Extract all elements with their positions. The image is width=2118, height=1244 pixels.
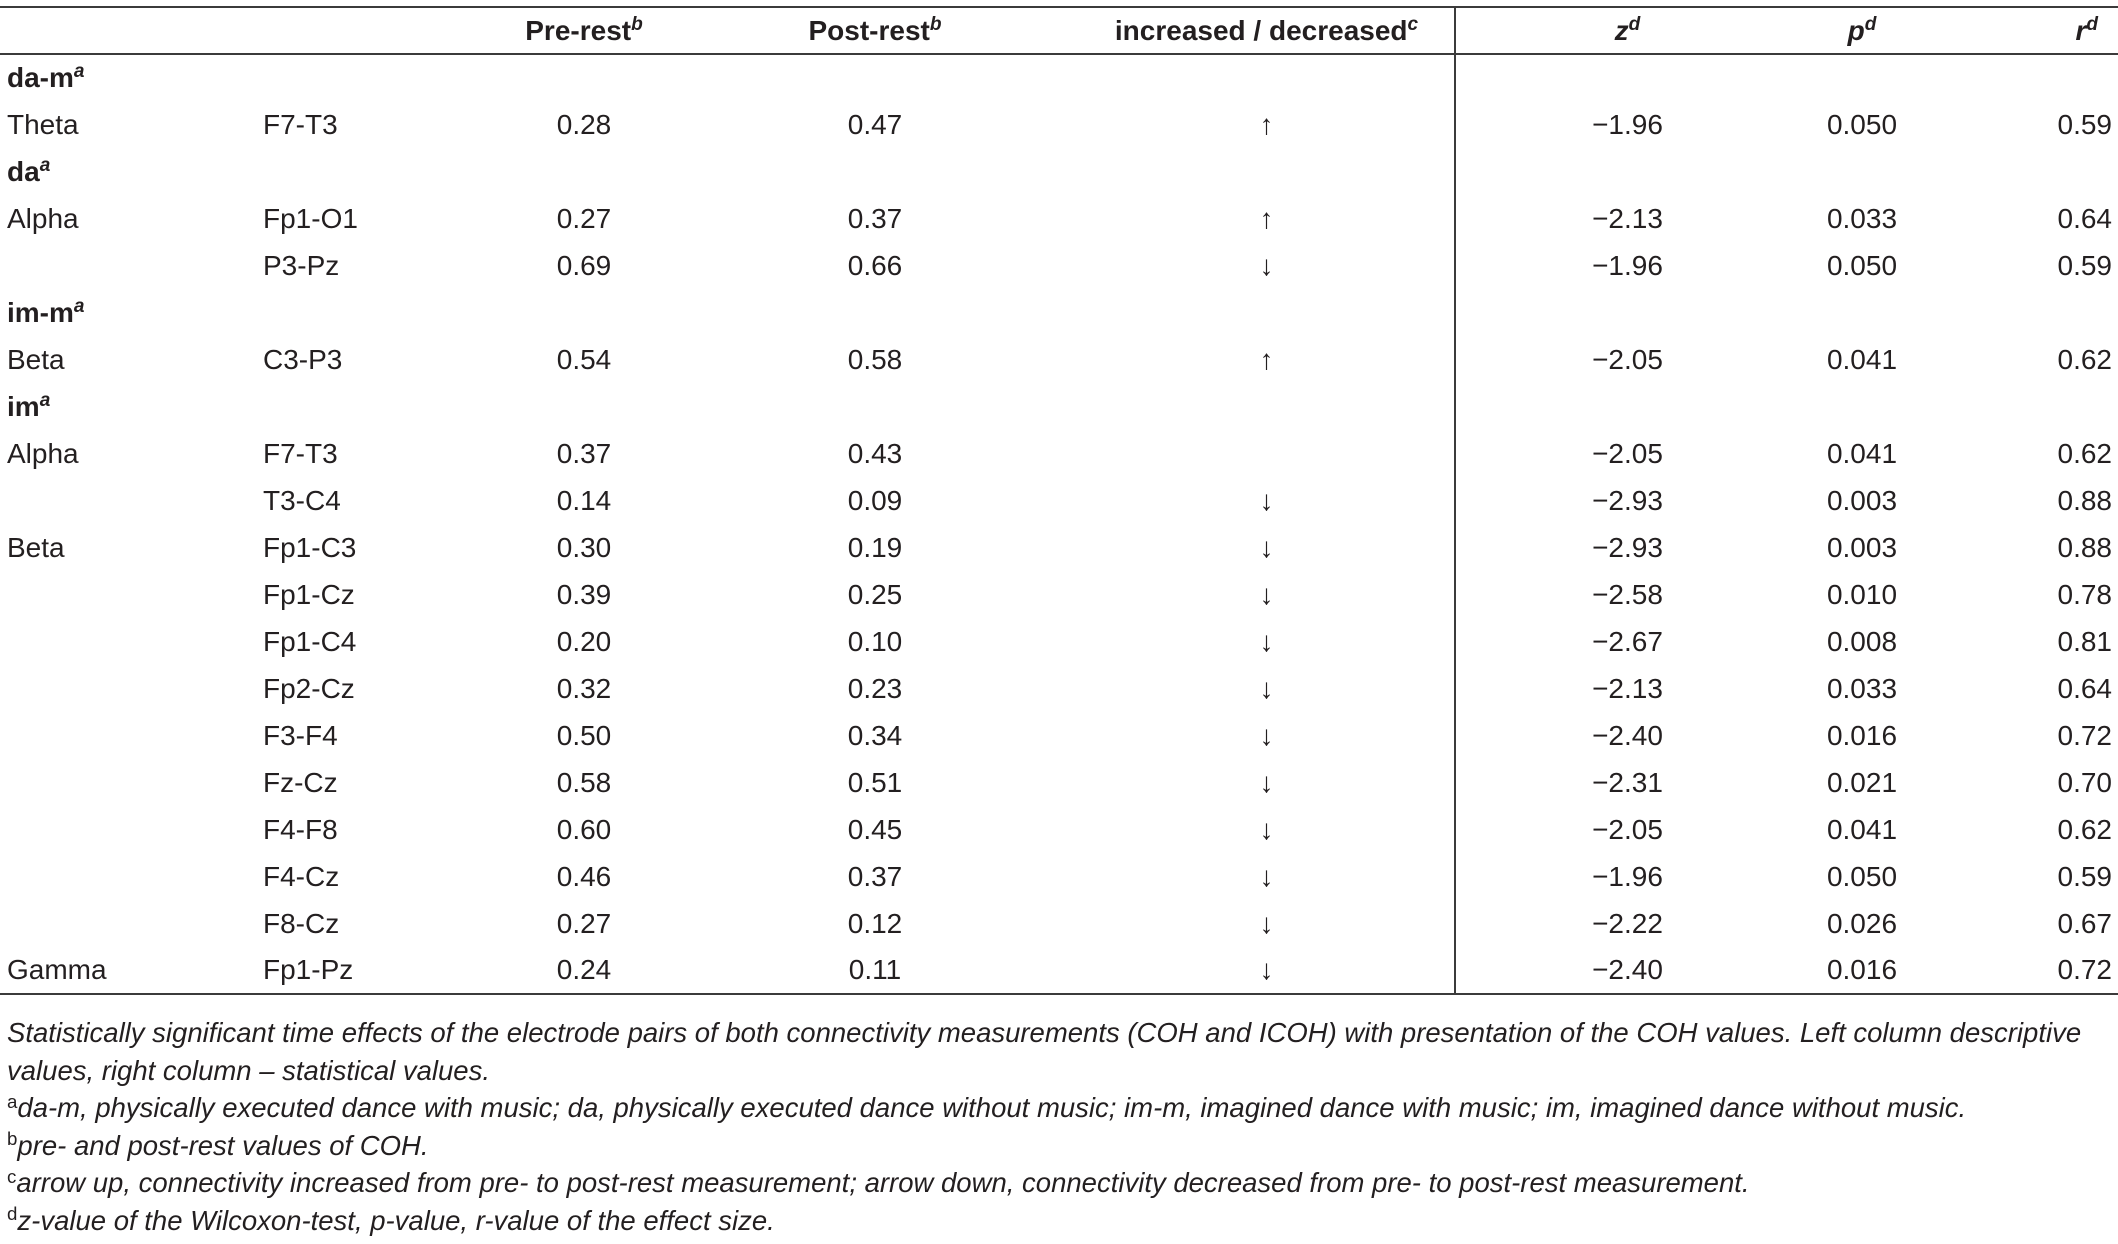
z-value: −2.31 <box>1455 759 1799 806</box>
change-direction-arrow: ↓ <box>1259 813 1274 845</box>
results-table <box>0 6 2118 995</box>
post-rest-value: 0.09 <box>847 484 903 516</box>
group-row <box>0 148 2118 195</box>
z-value: −2.67 <box>1455 618 1799 665</box>
electrode-pair: Fz-Cz <box>263 766 338 798</box>
frequency-band <box>0 665 263 712</box>
table-row <box>0 195 2118 242</box>
table-row <box>0 101 2118 148</box>
condition-name: da-m <box>7 62 74 93</box>
change-direction-arrow: ↑ <box>1259 108 1274 140</box>
electrode-pair: F3-F4 <box>263 719 338 751</box>
header-band <box>0 7 263 54</box>
z-value: −1.96 <box>1455 853 1799 900</box>
header-change-label: increased / decreased <box>1114 14 1408 46</box>
pre-rest-value: 0.58 <box>556 766 612 798</box>
r-value: 0.62 <box>2057 813 2112 845</box>
z-value: −2.40 <box>1455 947 1799 994</box>
r-value: 0.78 <box>2057 578 2112 610</box>
p-value: 0.003 <box>1826 531 1898 563</box>
electrode-pair: Fp2-Cz <box>263 672 355 704</box>
header-r-label: r <box>2075 14 2087 46</box>
empty-cell <box>1455 54 1799 101</box>
z-value: −2.05 <box>1455 430 1799 477</box>
table-row <box>0 618 2118 665</box>
group-row <box>0 54 2118 101</box>
electrode-pair: Fp1-O1 <box>263 202 358 234</box>
condition-name: im-m <box>7 296 74 328</box>
empty-cell <box>1799 148 1925 195</box>
change-direction-arrow: ↑ <box>1259 343 1274 375</box>
change-direction-arrow: ↓ <box>1259 719 1274 751</box>
z-value: −2.05 <box>1455 336 1799 383</box>
frequency-band <box>0 759 263 806</box>
frequency-band <box>0 618 263 665</box>
footnote-mark: d <box>1864 13 1877 35</box>
footnote-text: z-value of the Wilcoxon-test, p-value, r-value of the effect size. <box>17 1204 775 1236</box>
z-value: −1.96 <box>1455 242 1799 289</box>
post-rest-value: 0.47 <box>847 108 903 140</box>
change-direction-arrow <box>1079 430 1455 477</box>
post-rest-value: 0.37 <box>847 202 903 234</box>
pre-rest-value: 0.54 <box>556 343 612 375</box>
r-value: 0.62 <box>2057 343 2112 375</box>
table-row <box>0 900 2118 947</box>
condition-label <box>0 148 1455 195</box>
pre-rest-value: 0.14 <box>556 484 612 516</box>
header-p <box>1799 7 1925 54</box>
r-value: 0.72 <box>2057 719 2112 751</box>
p-value: 0.008 <box>1826 625 1898 657</box>
pre-rest-value: 0.32 <box>556 672 612 704</box>
p-value: 0.050 <box>1826 108 1898 140</box>
change-direction-arrow: ↓ <box>1259 625 1274 657</box>
post-rest-value: 0.34 <box>847 719 903 751</box>
footnote-mark: a <box>39 154 51 176</box>
p-value: 0.041 <box>1826 813 1898 845</box>
condition-label <box>0 383 1455 430</box>
pre-rest-value: 0.46 <box>556 860 612 892</box>
footnote-mark: a <box>73 61 85 83</box>
table-row <box>0 947 2118 994</box>
post-rest-value: 0.19 <box>847 531 903 563</box>
change-direction-arrow: ↓ <box>1079 947 1455 994</box>
change-direction-arrow: ↓ <box>1259 672 1274 704</box>
post-rest-value: 0.23 <box>847 672 903 704</box>
header-p-label: p <box>1847 14 1865 46</box>
header-z-label: z <box>1614 14 1629 46</box>
p-value: 0.021 <box>1826 766 1898 798</box>
footnote-mark: a <box>39 389 51 411</box>
group-row <box>0 383 2118 430</box>
frequency-band <box>0 853 263 900</box>
post-rest-value: 0.45 <box>847 813 903 845</box>
post-rest-value: 0.25 <box>847 578 903 610</box>
change-direction-arrow: ↑ <box>1259 202 1274 234</box>
change-direction-arrow: ↓ <box>1259 531 1274 563</box>
table-caption: Statistically significant time effects of the electrode pairs of both connectivity measurements (COH and ICOH) with presentation of the COH values. Left column descriptive values, right column – statistical values. <box>7 1017 2082 1086</box>
post-rest-value: 0.43 <box>847 437 903 469</box>
pre-rest-value: 0.39 <box>556 578 612 610</box>
post-rest-value: 0.11 <box>671 947 1079 994</box>
post-rest-value: 0.37 <box>847 860 903 892</box>
pre-rest-value: 0.60 <box>556 813 612 845</box>
frequency-band: Beta <box>7 531 65 563</box>
table-row <box>0 712 2118 759</box>
table-footnotes <box>7 1014 2115 1239</box>
change-direction-arrow: ↓ <box>1259 766 1274 798</box>
r-value: 0.70 <box>2057 766 2112 798</box>
footnote-text: da-m, physically executed dance with music; da, physically executed dance without music; im-m, imagined dance with music; im, imagined dance without music. <box>17 1092 1967 1123</box>
footnote-mark: c <box>7 1165 17 1187</box>
footnote-mark: c <box>1407 13 1419 35</box>
r-value: 0.72 <box>1925 947 2118 994</box>
frequency-band: Gamma <box>0 947 263 994</box>
frequency-band: Alpha <box>7 202 79 234</box>
pre-rest-value: 0.28 <box>556 108 612 140</box>
footnote-c <box>7 1164 2115 1202</box>
electrode-pair: F4-Cz <box>263 860 340 892</box>
table-row <box>0 477 2118 524</box>
pre-rest-value: 0.50 <box>556 719 612 751</box>
frequency-band <box>0 571 263 618</box>
post-rest-value: 0.12 <box>847 907 903 939</box>
p-value: 0.050 <box>1826 249 1898 281</box>
pre-rest-value: 0.24 <box>497 947 671 994</box>
change-direction-arrow: ↓ <box>1259 249 1274 281</box>
table-body <box>0 54 2118 994</box>
footnote-mark: d <box>2086 13 2098 35</box>
header-pre-rest-label: Pre-rest <box>525 14 632 46</box>
electrode-pair: Fp1-C4 <box>263 625 357 657</box>
condition-label <box>0 54 1455 101</box>
header-post-rest-label: Post-rest <box>808 14 930 46</box>
header-pre-rest <box>497 7 671 54</box>
change-direction-arrow: ↓ <box>1259 484 1274 516</box>
z-value: −2.13 <box>1455 665 1799 712</box>
r-value: 0.64 <box>2057 672 2112 704</box>
pre-rest-value: 0.20 <box>556 625 612 657</box>
pre-rest-value: 0.27 <box>556 907 612 939</box>
condition-name: im <box>7 390 40 422</box>
footnote-mark: b <box>7 1128 18 1150</box>
frequency-band <box>0 477 263 524</box>
header-row <box>0 7 2118 54</box>
post-rest-value: 0.66 <box>847 249 903 281</box>
z-value: −2.93 <box>1455 477 1799 524</box>
r-value: 0.59 <box>2057 860 2112 892</box>
pre-rest-value: 0.27 <box>556 202 612 234</box>
footnote-mark: d <box>7 1203 18 1225</box>
empty-cell <box>1925 148 2118 195</box>
frequency-band: Beta <box>7 343 65 375</box>
r-value: 0.62 <box>2057 437 2112 469</box>
r-value: 0.59 <box>2057 249 2112 281</box>
pre-rest-value: 0.69 <box>556 249 612 281</box>
empty-cell <box>1799 54 1925 101</box>
empty-cell <box>1925 54 2118 101</box>
header-r <box>1925 7 2118 54</box>
footnote-d <box>7 1202 2115 1240</box>
r-value: 0.88 <box>2057 531 2112 563</box>
table-row <box>0 806 2118 853</box>
table-row <box>0 524 2118 571</box>
frequency-band: Alpha <box>7 437 79 469</box>
frequency-band <box>0 900 263 947</box>
post-rest-value: 0.10 <box>847 625 903 657</box>
empty-cell <box>1925 289 2118 336</box>
change-direction-arrow: ↓ <box>1259 578 1274 610</box>
footnote-mark: d <box>1628 13 1641 35</box>
electrode-pair: F7-T3 <box>263 108 338 140</box>
electrode-pair: P3-Pz <box>263 249 340 281</box>
p-value: 0.026 <box>1826 907 1898 939</box>
z-value: −2.13 <box>1455 195 1799 242</box>
p-value: 0.033 <box>1826 202 1898 234</box>
r-value: 0.81 <box>2057 625 2112 657</box>
footnote-a <box>7 1089 2115 1127</box>
footnote-mark: a <box>73 295 85 317</box>
frequency-band <box>0 242 263 289</box>
electrode-pair: F4-F8 <box>263 813 338 845</box>
electrode-pair: Fp1-Cz <box>263 578 355 610</box>
post-rest-value: 0.51 <box>847 766 903 798</box>
footnote-mark: b <box>631 13 643 35</box>
header-electrode-pair <box>263 7 497 54</box>
footnote-b <box>7 1127 2115 1165</box>
condition-name: da <box>7 155 40 187</box>
frequency-band: Theta <box>7 108 79 140</box>
electrode-pair: C3-P3 <box>263 343 343 375</box>
table-row <box>0 571 2118 618</box>
empty-cell <box>1455 289 1799 336</box>
table-row <box>0 853 2118 900</box>
r-value: 0.59 <box>2057 108 2112 140</box>
r-value: 0.64 <box>2057 202 2112 234</box>
p-value: 0.003 <box>1826 484 1898 516</box>
p-value: 0.041 <box>1826 437 1898 469</box>
p-value: 0.041 <box>1826 343 1898 375</box>
r-value: 0.88 <box>2057 484 2112 516</box>
electrode-pair: F8-Cz <box>263 907 340 939</box>
post-rest-value: 0.58 <box>847 343 903 375</box>
z-value: −2.58 <box>1455 571 1799 618</box>
table-row <box>0 242 2118 289</box>
r-value: 0.67 <box>2057 907 2112 939</box>
electrode-pair: F7-T3 <box>263 437 338 469</box>
header-change <box>1079 7 1455 54</box>
p-value: 0.050 <box>1826 860 1898 892</box>
empty-cell <box>1455 148 1799 195</box>
z-value: −2.22 <box>1455 900 1799 947</box>
table-row <box>0 665 2118 712</box>
z-value: −2.40 <box>1455 712 1799 759</box>
p-value: 0.016 <box>1826 719 1898 751</box>
pre-rest-value: 0.30 <box>556 531 612 563</box>
header-post-rest <box>671 7 1079 54</box>
z-value: −2.93 <box>1455 524 1799 571</box>
p-value: 0.033 <box>1826 672 1898 704</box>
footnote-mark: a <box>7 1090 18 1112</box>
electrode-pair: Fp1-Pz <box>263 947 497 994</box>
empty-cell <box>1925 383 2118 430</box>
z-value: −2.05 <box>1455 806 1799 853</box>
change-direction-arrow: ↓ <box>1259 860 1274 892</box>
p-value: 0.016 <box>1799 947 1925 994</box>
p-value: 0.010 <box>1826 578 1898 610</box>
frequency-band <box>0 712 263 759</box>
footnote-text: arrow up, connectivity increased from pre- to post-rest measurement; arrow down, connectivity decreased from pre- to post-rest measurement. <box>16 1167 1750 1198</box>
change-direction-arrow: ↓ <box>1259 907 1274 939</box>
table-header <box>0 7 2118 54</box>
footnote-text: pre- and post-rest values of COH. <box>17 1129 429 1161</box>
table-row <box>0 759 2118 806</box>
electrode-pair: Fp1-C3 <box>263 531 357 563</box>
electrode-pair: T3-C4 <box>263 484 341 516</box>
condition-label <box>0 289 1455 336</box>
header-z <box>1455 7 1799 54</box>
footnote-mark: b <box>929 13 942 35</box>
empty-cell <box>1799 383 1925 430</box>
table-row <box>0 430 2118 477</box>
empty-cell <box>1455 383 1799 430</box>
group-row <box>0 289 2118 336</box>
pre-rest-value: 0.37 <box>556 437 612 469</box>
empty-cell <box>1799 289 1925 336</box>
table-row <box>0 336 2118 383</box>
z-value: −1.96 <box>1455 101 1799 148</box>
frequency-band <box>0 806 263 853</box>
